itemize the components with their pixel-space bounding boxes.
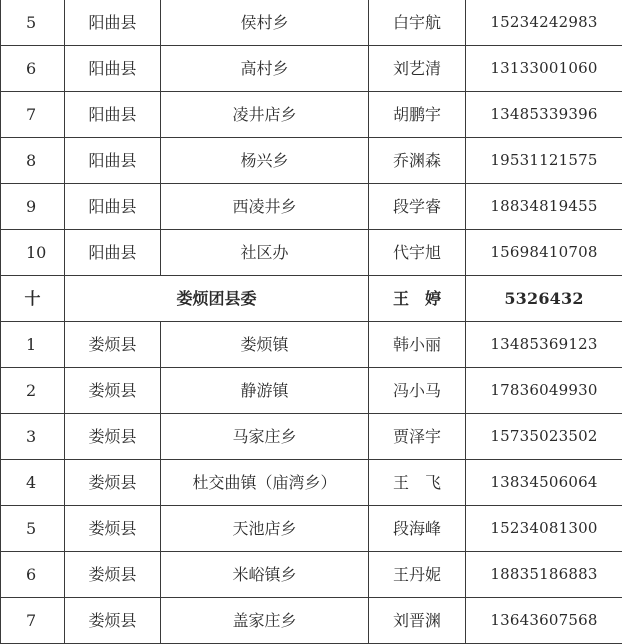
row-number: 8: [1, 138, 65, 184]
row-number: 6: [1, 46, 65, 92]
town-cell: 西凌井乡: [161, 184, 369, 230]
county-cell: 阳曲县: [65, 46, 161, 92]
table-row: [1, 460, 622, 506]
contact-name-cell: 王 飞: [369, 460, 466, 506]
town-cell: 杨兴乡: [161, 138, 369, 184]
row-number: 7: [1, 92, 65, 138]
row-number: 7: [1, 598, 65, 644]
town-cell: 凌井店乡: [161, 92, 369, 138]
town-cell: 天池店乡: [161, 506, 369, 552]
table-row: [1, 322, 622, 368]
phone-cell: 13485339396: [466, 92, 622, 138]
table-row: [1, 230, 622, 276]
phone-cell: 15735023502: [466, 414, 622, 460]
phone-cell: 18834819455: [466, 184, 622, 230]
section-number: 十: [1, 276, 65, 322]
contact-name-cell: 白宇航: [369, 0, 466, 46]
section-contact-name: 王 婷: [369, 276, 466, 322]
table-row: [1, 92, 622, 138]
table-row: [1, 552, 622, 598]
town-cell: 侯村乡: [161, 0, 369, 46]
contact-name-cell: 段海峰: [369, 506, 466, 552]
county-cell: 娄烦县: [65, 460, 161, 506]
county-cell: 娄烦县: [65, 552, 161, 598]
table-row: [1, 414, 622, 460]
county-cell: 娄烦县: [65, 506, 161, 552]
phone-cell: 17836049930: [466, 368, 622, 414]
table-row: [1, 46, 622, 92]
phone-cell: 13643607568: [466, 598, 622, 644]
table-row: [1, 0, 622, 46]
row-number: 3: [1, 414, 65, 460]
table-row: [1, 368, 622, 414]
row-number: 10: [1, 230, 65, 276]
row-number: 5: [1, 506, 65, 552]
county-cell: 阳曲县: [65, 92, 161, 138]
contact-name-cell: 段学睿: [369, 184, 466, 230]
county-cell: 娄烦县: [65, 598, 161, 644]
town-cell: 静游镇: [161, 368, 369, 414]
phone-cell: 13485369123: [466, 322, 622, 368]
contact-name-cell: 代宇旭: [369, 230, 466, 276]
row-number: 5: [1, 0, 65, 46]
row-number: 9: [1, 184, 65, 230]
contact-name-cell: 韩小丽: [369, 322, 466, 368]
section-phone: 5326432: [466, 276, 622, 322]
phone-cell: 15698410708: [466, 230, 622, 276]
county-cell: 娄烦县: [65, 414, 161, 460]
town-cell: 米峪镇乡: [161, 552, 369, 598]
contact-name-cell: 胡鹏宇: [369, 92, 466, 138]
phone-cell: 15234242983: [466, 0, 622, 46]
county-cell: 阳曲县: [65, 0, 161, 46]
row-number: 4: [1, 460, 65, 506]
town-cell: 马家庄乡: [161, 414, 369, 460]
county-cell: 阳曲县: [65, 138, 161, 184]
town-cell: 杜交曲镇（庙湾乡）: [161, 460, 369, 506]
section-header-row: [1, 276, 622, 322]
table-row: [1, 184, 622, 230]
row-number: 6: [1, 552, 65, 598]
county-cell: 阳曲县: [65, 184, 161, 230]
county-cell: 阳曲县: [65, 230, 161, 276]
phone-cell: 19531121575: [466, 138, 622, 184]
contact-name-cell: 贾泽宇: [369, 414, 466, 460]
table-row: [1, 506, 622, 552]
table-row: [1, 598, 622, 644]
section-title: 娄烦团县委: [65, 276, 369, 322]
town-cell: 社区办: [161, 230, 369, 276]
phone-cell: 15234081300: [466, 506, 622, 552]
town-cell: 盖家庄乡: [161, 598, 369, 644]
contact-name-cell: 刘晋渊: [369, 598, 466, 644]
row-number: 2: [1, 368, 65, 414]
contact-name-cell: 刘艺清: [369, 46, 466, 92]
contact-name-cell: 乔渊森: [369, 138, 466, 184]
county-cell: 娄烦县: [65, 368, 161, 414]
town-cell: 高村乡: [161, 46, 369, 92]
table-row: [1, 138, 622, 184]
contact-name-cell: 冯小马: [369, 368, 466, 414]
county-cell: 娄烦县: [65, 322, 161, 368]
phone-cell: 18835186883: [466, 552, 622, 598]
row-number: 1: [1, 322, 65, 368]
town-cell: 娄烦镇: [161, 322, 369, 368]
phone-cell: 13834506064: [466, 460, 622, 506]
phone-cell: 13133001060: [466, 46, 622, 92]
contact-name-cell: 王丹妮: [369, 552, 466, 598]
